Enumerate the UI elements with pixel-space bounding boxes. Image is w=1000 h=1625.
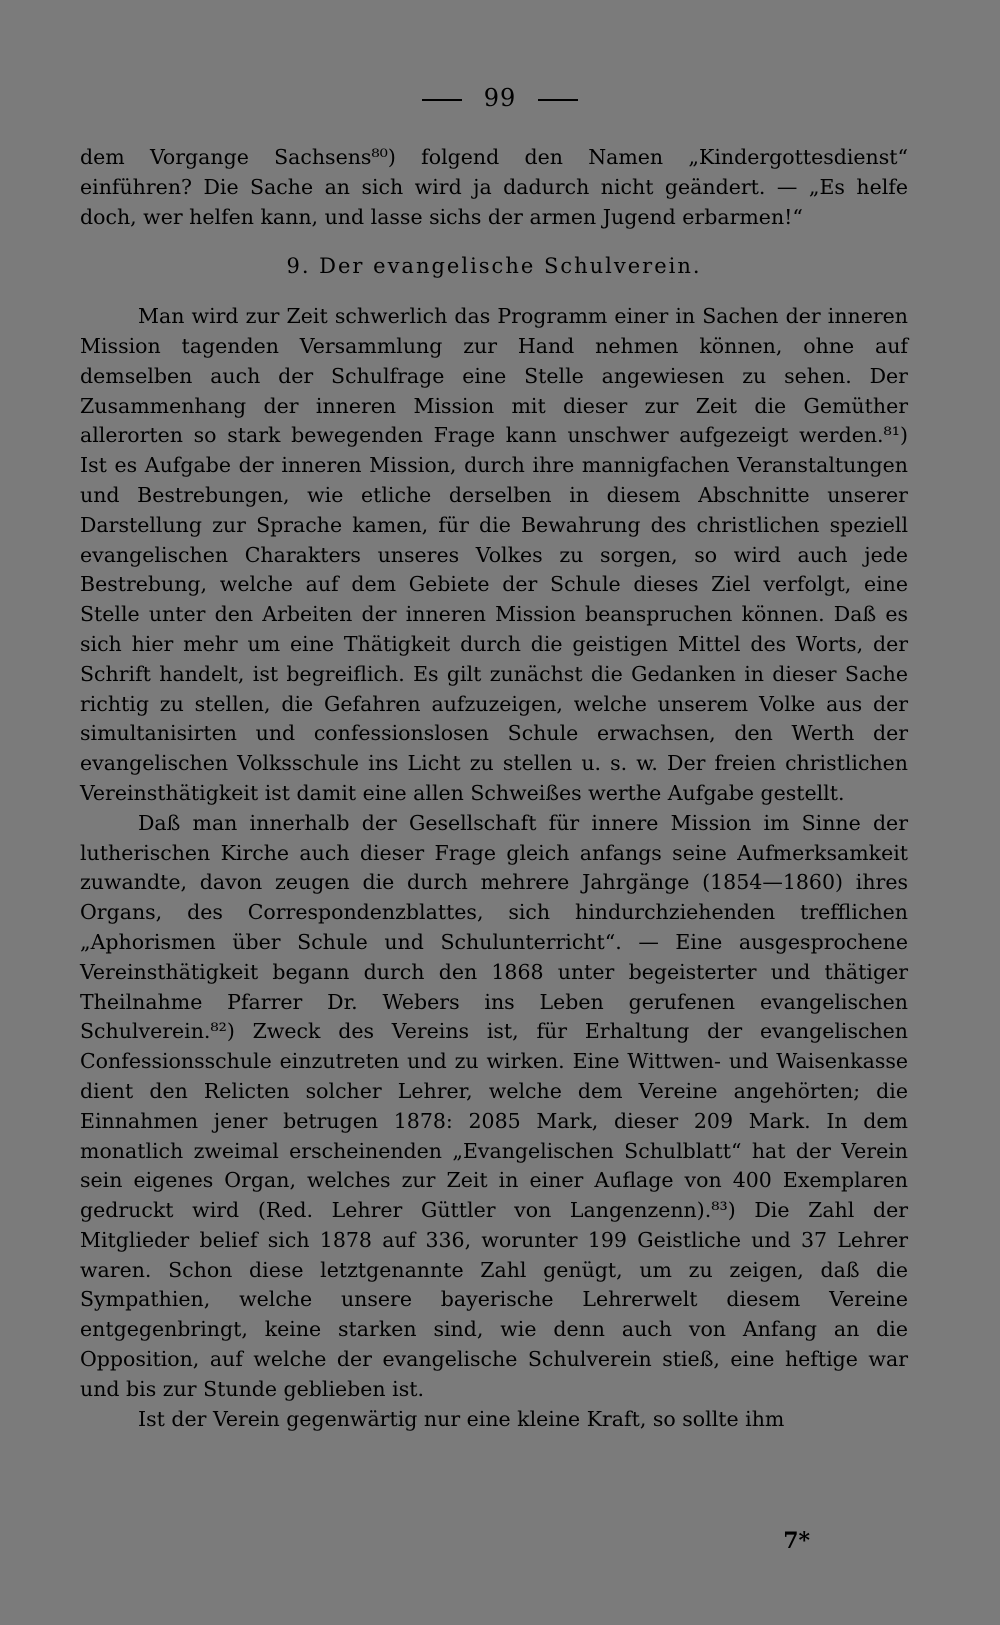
- paragraph-closing: Ist der Verein gegenwärtig nur eine kleine Kraft, so sollte ihm: [138, 1406, 785, 1431]
- page-number: 99: [483, 84, 517, 112]
- body-text: [80, 143, 908, 1434]
- section-heading: 9. Der evangelische Schulverein.: [286, 254, 702, 279]
- right-dash: [538, 99, 578, 101]
- sheet-signature: 7*: [783, 1528, 810, 1554]
- left-dash: [422, 99, 462, 101]
- page-number-header: [0, 84, 1000, 112]
- paragraph-history: Daß man innerhalb der Gesellschaft für innere Mission im Sinne der lutherischen Kirche auch dieser Frage gleich anfangs seine Aufmerksamkeit zuwandte, davon zeugen die durch mehrere Jahrgänge (1854—1860) ihres Organs, des Correspondenzblattes, sich hindurchziehenden trefflichen „Aphorismen über Schule und Schulunterricht“. — Eine ausgesprochene Vereinsthätigkeit begann durch den 1868 unter begeisterter und thätiger Theilnahme Pfarrer Dr. Webers ins Leben gerufenen evangelischen Schulverein.⁸²) Zweck des Vereins ist, für Erhaltung der evangelischen Confessionsschule einzutreten und zu wirken. Eine Wittwen- und Waisenkasse dient den Relicten solcher Lehrer, welche dem Vereine angehörten; die Einnahmen jener betrugen 1878: 2085 Mark, dieser 209 Mark. In dem monatlich zweimal erscheinenden „Evangelischen Schulblatt“ hat der Verein sein eigenes Organ, welches zur Zeit in einer Auflage von 400 Exemplaren gedruckt wird (Red. Lehrer Güttler von Langenzenn).⁸³) Die Zahl der Mitglieder belief sich 1878 auf 336, worunter 199 Geistliche und 37 Lehrer waren. Schon diese letztgenannte Zahl genügt, um zu zeigen, daß die Sympathien, welche unsere bayerische Lehrerwelt diesem Vereine entgegenbringt, keine starken sind, wie denn auch von Anfang an die Opposition, auf welche der evangelische Schulverein stieß, eine heftige war und bis zur Stunde geblieben ist.: [80, 810, 908, 1401]
- paragraph-intro: Man wird zur Zeit schwerlich das Programm einer in Sachen der inneren Mission tagenden Versammlung zur Hand nehmen können, ohne auf demselben auch der Schulfrage eine Stelle angewiesen zu sehen. Der Zusammenhang der inneren Mission mit dieser zur Zeit die Gemüther allerorten so stark bewegenden Frage kann unschwer aufgezeigt werden.⁸¹) Ist es Aufgabe der inneren Mission, durch ihre mannigfachen Veranstaltungen und Bestrebungen, wie etliche derselben in diesem Abschnitte unserer Darstellung zur Sprache kamen, für die Bewahrung des christlichen speziell evangelischen Charakters unseres Volkes zu sorgen, so wird auch jede Bestrebung, welche auf dem Gebiete der Schule dieses Ziel verfolgt, eine Stelle unter den Arbeiten der inneren Mission beanspruchen können. Daß es sich hier mehr um eine Thätigkeit durch die geistigen Mittel des Worts, der Schrift handelt, ist begreiflich. Es gilt zunächst die Gedanken in dieser Sache richtig zu stellen, die Gefahren aufzuzeigen, welche unserem Volke aus der simultanisirten und confessionslosen Schule erwachsen, den Werth der evangelischen Volksschule ins Licht zu stellen u. s. w. Der freien christlichen Vereinsthätigkeit ist damit eine allen Schweißes werthe Aufgabe gestellt.: [80, 304, 908, 805]
- paragraph-continuation: dem Vorgange Sachsens⁸⁰) folgend den Namen „Kindergottesdienst“ einführen? Die Sache an sich wird ja dadurch nicht geändert. — „Es helfe doch, wer helfen kann, und lasse sichs der armen Jugend erbarmen!“: [80, 145, 908, 229]
